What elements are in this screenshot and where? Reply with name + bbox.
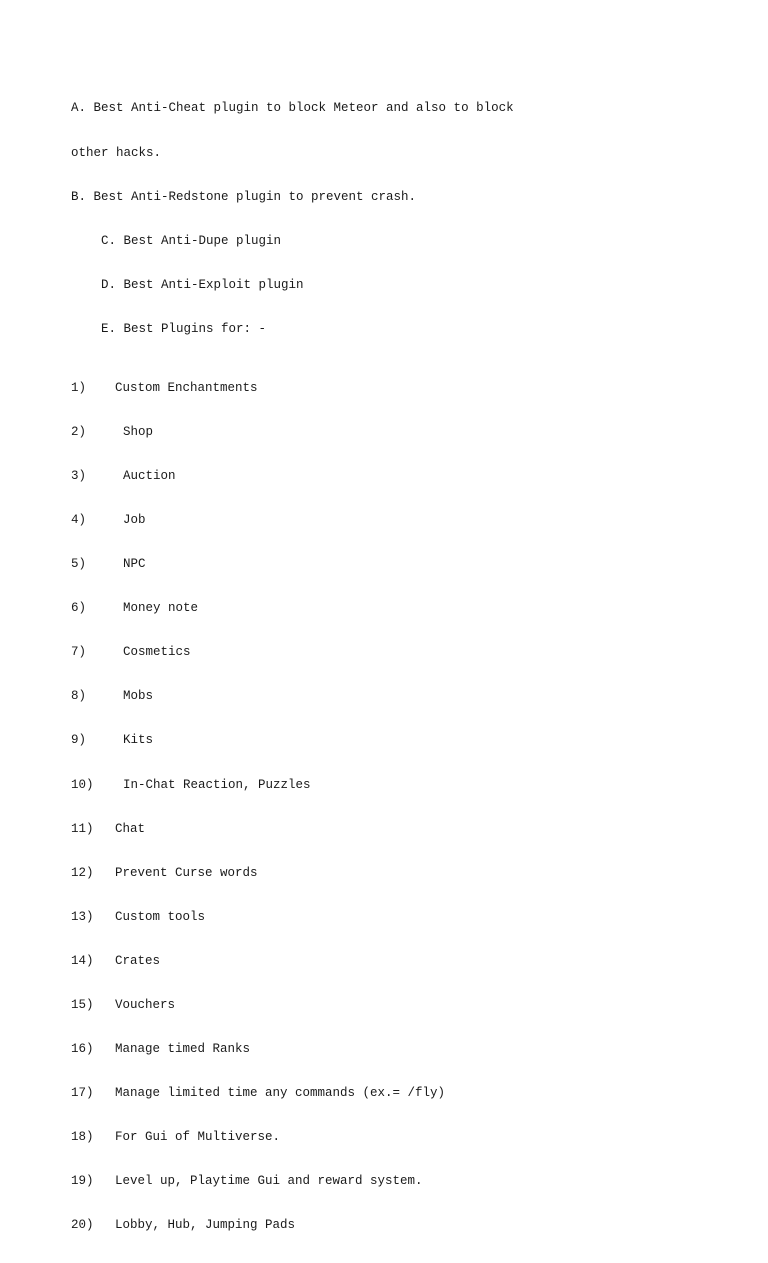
list-item-text: Manage limited time any commands (ex.= /fly): [115, 1086, 446, 1101]
list-item: [71, 1042, 541, 1057]
list-item-number: 19): [71, 1174, 94, 1189]
list-item: [71, 733, 541, 748]
intro-line-d: D. Best Anti-Exploit plugin: [101, 277, 304, 292]
document-body: [71, 72, 541, 1263]
list-item-text: Chat: [115, 821, 146, 836]
list-item: [71, 1174, 541, 1189]
list-item: [71, 425, 541, 440]
list-item-number: 14): [71, 953, 94, 968]
list-item-number: 5): [71, 557, 87, 572]
list-item-number: 7): [71, 645, 87, 660]
list-item-number: 2): [71, 424, 87, 439]
list-item-text: Custom tools: [115, 909, 206, 924]
list-item: [71, 954, 541, 969]
list-item-text: Auction: [123, 468, 176, 483]
list-item-text: Custom Enchantments: [115, 380, 258, 395]
intro-line-c: C. Best Anti-Dupe plugin: [101, 233, 282, 248]
list-item: [71, 689, 541, 704]
intro-line-b: B. Best Anti-Redstone plugin to prevent crash.: [71, 189, 417, 204]
list-item-number: 1): [71, 380, 87, 395]
list-item-text: In-Chat Reaction, Puzzles: [123, 777, 311, 792]
list-item-number: 4): [71, 512, 87, 527]
list-item-text: Mobs: [123, 689, 154, 704]
list-item-number: 13): [71, 909, 94, 924]
list-item-text: Job: [123, 512, 146, 527]
list-item-text: Shop: [123, 424, 154, 439]
list-item-text: Crates: [115, 953, 161, 968]
intro-line-a1: A. Best Anti-Cheat plugin to block Meteor and also to block: [71, 101, 514, 116]
list-item-text: For Gui of Multiverse.: [115, 1130, 281, 1145]
list-item: [71, 645, 541, 660]
list-item-text: Lobby, Hub, Jumping Pads: [115, 1218, 296, 1233]
list-item-number: 17): [71, 1086, 94, 1101]
intro-line-e: E. Best Plugins for: -: [101, 321, 267, 336]
list-item-text: Vouchers: [115, 997, 176, 1012]
list-item-text: Cosmetics: [123, 645, 191, 660]
list-item: [71, 469, 541, 484]
list-item: [71, 998, 541, 1013]
list-item-text: Manage timed Ranks: [115, 1042, 251, 1057]
list-item-number: 10): [71, 777, 94, 792]
intro-line-a2: other hacks.: [71, 145, 162, 160]
list-item-number: 12): [71, 865, 94, 880]
list-item-number: 11): [71, 821, 94, 836]
list-item-text: Prevent Curse words: [115, 865, 258, 880]
list-item: [71, 1086, 541, 1101]
list-item-text: Money note: [123, 601, 199, 616]
list-item: [71, 381, 541, 396]
list-item: [71, 1218, 541, 1233]
list-item-text: NPC: [123, 557, 146, 572]
list-item-number: 20): [71, 1218, 94, 1233]
list-item: [71, 601, 541, 616]
list-item-number: 18): [71, 1130, 94, 1145]
list-item-text: Level up, Playtime Gui and reward system.: [115, 1174, 423, 1189]
list-item-number: 9): [71, 733, 87, 748]
list-item-text: Kits: [123, 733, 154, 748]
list-item: [71, 1130, 541, 1145]
list-item: [71, 778, 541, 793]
list-item: [71, 910, 541, 925]
list-item: [71, 557, 541, 572]
list-item-number: 3): [71, 468, 87, 483]
list-item-number: 8): [71, 689, 87, 704]
list-item-number: 6): [71, 601, 87, 616]
list-item: [71, 866, 541, 881]
list-item-number: 16): [71, 1042, 94, 1057]
list-item: [71, 822, 541, 837]
list-item: [71, 513, 541, 528]
list-item-number: 15): [71, 997, 94, 1012]
